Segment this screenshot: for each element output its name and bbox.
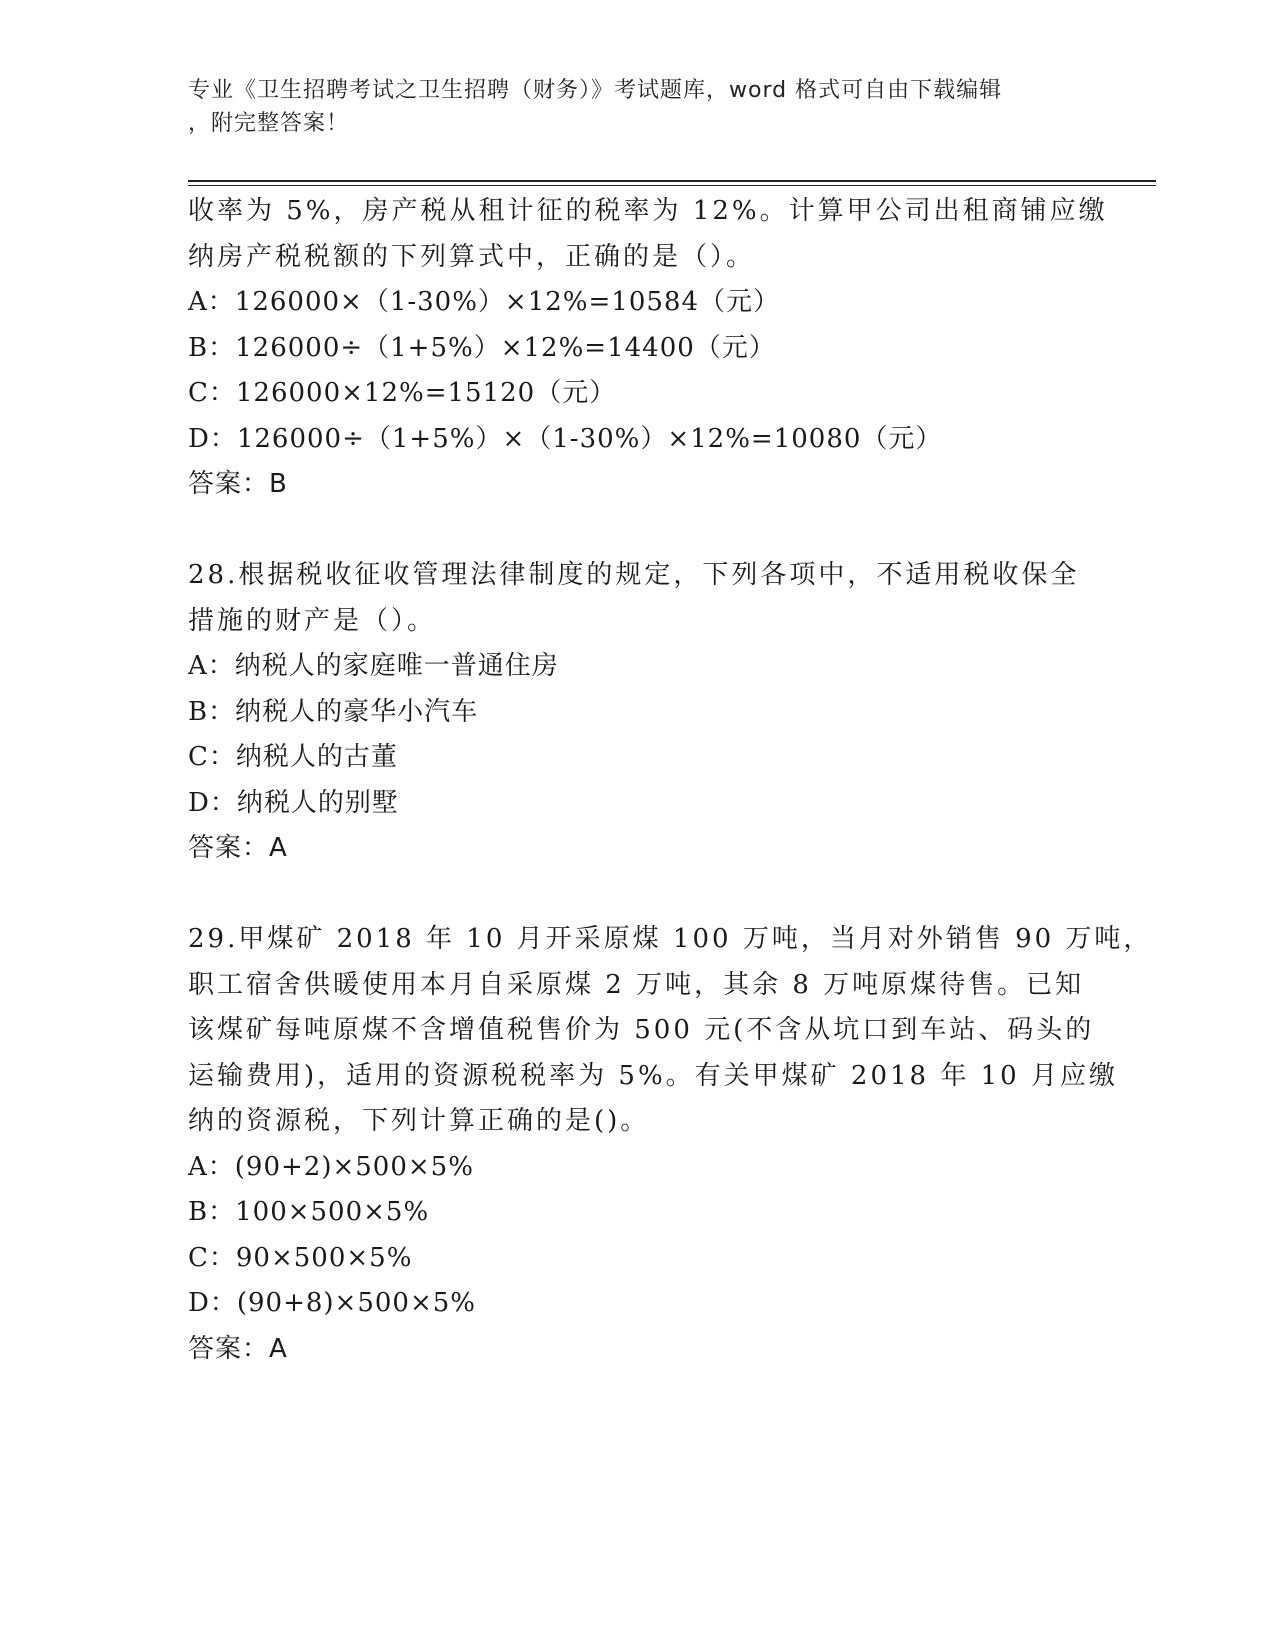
option-d: D：126000÷（1+5%）×（1-30%）×12%=10080（元） bbox=[188, 423, 943, 454]
option-a: A：纳税人的家庭唯一普通住房 bbox=[188, 651, 559, 681]
spacer bbox=[188, 872, 1088, 918]
question-stem-line: 措施的财产是（）。 bbox=[188, 605, 437, 636]
question-28 bbox=[188, 553, 1088, 872]
answer-text: 答案：B bbox=[188, 469, 288, 499]
option-b: B：126000÷（1+5%）×12%=14400（元） bbox=[188, 332, 776, 363]
question-stem-line: 29.甲煤矿 2018 年 10 月开采原煤 100 万吨，当月对外销售 90 万吨， bbox=[188, 924, 1153, 954]
question-stem-line: 纳房产税税额的下列算式中，正确的是（）。 bbox=[188, 241, 756, 272]
answer-text: 答案：A bbox=[188, 1333, 288, 1364]
question-stem-line: 职工宿舍供暖使用本月自采原煤 2 万吨，其余 8 万吨原煤待售。已知 bbox=[188, 969, 1085, 1000]
header-divider-thin bbox=[188, 185, 1156, 186]
question-stem-line: 收率为 5%，房产税从租计征的税率为 12%。计算甲公司出租商铺应缴 bbox=[188, 196, 1108, 226]
header-line-1: 专业《卫生招聘考试之卫生招聘（财务）》考试题库，word 格式可自由下载编辑 bbox=[188, 78, 1003, 103]
option-a: A：126000×（1-30%）×12%=10584（元） bbox=[188, 287, 780, 317]
option-a: A：(90+2)×500×5% bbox=[188, 1151, 474, 1182]
option-b: B：100×500×5% bbox=[188, 1197, 430, 1227]
option-c: C：126000×12%=15120（元） bbox=[188, 378, 617, 408]
option-d: D：(90+8)×500×5% bbox=[188, 1288, 476, 1318]
header-divider-thick bbox=[188, 180, 1156, 182]
spacer bbox=[188, 508, 1088, 554]
option-c: C：90×500×5% bbox=[188, 1242, 413, 1273]
question-content bbox=[188, 189, 1153, 1372]
question-stem-line: 运输费用)，适用的资源税税率为 5%。有关甲煤矿 2018 年 10 月应缴 bbox=[188, 1060, 1118, 1091]
question-stem-line: 28.根据税收征收管理法律制度的规定，下列各项中，不适用税收保全 bbox=[188, 560, 1080, 590]
option-b: B：纳税人的豪华小汽车 bbox=[188, 696, 479, 727]
document-header bbox=[188, 74, 1088, 140]
question-27 bbox=[188, 189, 1108, 508]
question-29 bbox=[188, 917, 1153, 1372]
option-c: C：纳税人的古董 bbox=[188, 742, 398, 772]
header-line-2: ，附完整答案！ bbox=[188, 111, 350, 136]
question-stem-line: 该煤矿每吨原煤不含增值税售价为 500 元(不含从坑口到车站、码头的 bbox=[188, 1015, 1095, 1045]
option-d: D：纳税人的别墅 bbox=[188, 787, 399, 818]
question-stem-line: 纳的资源税，下列计算正确的是()。 bbox=[188, 1106, 650, 1136]
answer-text: 答案：A bbox=[188, 833, 288, 863]
